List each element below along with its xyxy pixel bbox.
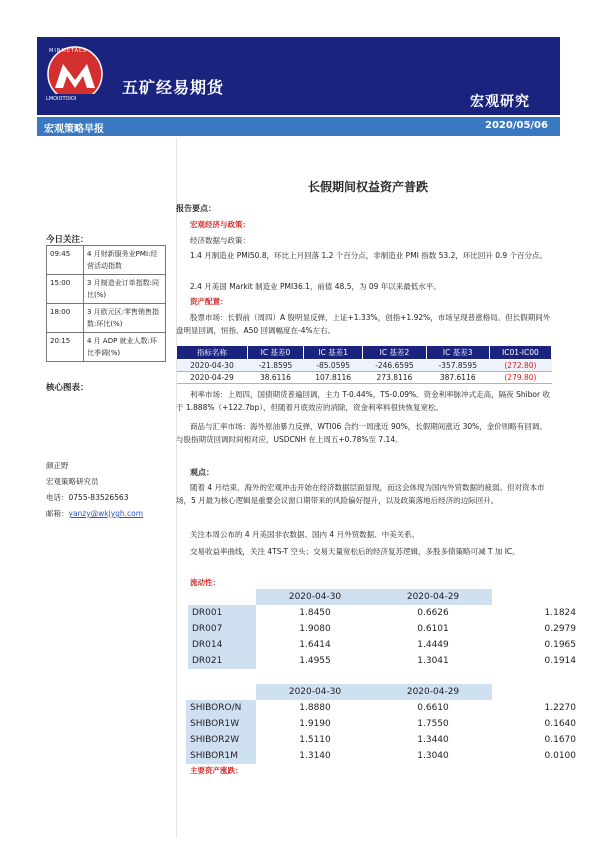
blank-header — [492, 589, 580, 605]
table-cell: 0.2979 — [544, 624, 576, 634]
table-row — [47, 333, 166, 362]
table-cell: 107.8116 — [304, 372, 363, 384]
table-cell: 1.1824 — [544, 608, 576, 618]
rate-paragraph: 利率市场：上周四，国债期货普遍回调，主力 T-0.44%，TS-0.09%。资金利率脉冲式走高，隔夜 Shibor 收于 1.888%（+122.7bp），但随着月底效应的消除，资金利率料很快恢复宽松。 — [176, 390, 550, 412]
events-label: 今日关注： — [46, 235, 89, 245]
table-cell: 0.1914 — [544, 656, 576, 666]
subheader-title: 宏观策略早报 — [44, 124, 104, 135]
column-header: 2020-04-29 — [374, 589, 492, 605]
table-cell: 1.9190 — [299, 719, 331, 729]
row-label: DR007 — [188, 621, 256, 637]
table-row — [186, 748, 580, 764]
table-cell: 2020-04-29 — [177, 372, 248, 384]
analyst-email-row — [46, 508, 143, 519]
table-cell: 1.3440 — [417, 735, 449, 745]
table-row — [177, 372, 552, 384]
liquidity-heading: 流动性： — [190, 578, 220, 587]
table-header-row — [177, 346, 552, 360]
table-header-row — [188, 589, 580, 605]
table-cell: 387.6116 — [426, 372, 489, 384]
column-header: 2020-04-30 — [256, 684, 374, 700]
column-header: IC 基差3 — [426, 346, 489, 360]
event-text: 3 月欧元区:零售销售指数:环比(%) — [84, 304, 166, 333]
table-row — [188, 637, 580, 653]
econ-paragraph-2: 2.4 月美国 Markit 制造业 PMI36.1，前值 48.5，为 09 年以来最低水平。 — [190, 282, 441, 291]
row-label: SHIBOR2W — [186, 732, 256, 748]
row-label: DR014 — [188, 637, 256, 653]
key-points-heading: 报告要点： — [176, 204, 216, 213]
table-row — [186, 700, 580, 716]
event-text: 4 月财新服务业PMI:经营活动指数 — [84, 246, 166, 275]
chart-label: 核心图表： — [46, 383, 89, 393]
table-cell: 0.6101 — [417, 624, 449, 634]
table-row — [186, 716, 580, 732]
dr-rate-table — [188, 589, 580, 669]
analyst-name: 颜正野 — [46, 461, 69, 470]
table-cell: 1.5110 — [299, 735, 331, 745]
analyst-title: 宏观策略研究员 — [46, 477, 99, 486]
blank-header — [186, 684, 256, 700]
table-cell: 1.4449 — [417, 640, 449, 650]
blank-header — [492, 684, 580, 700]
table-row — [186, 732, 580, 748]
table-cell: 2020-04-30 — [177, 360, 248, 372]
column-header: IC 基差2 — [363, 346, 426, 360]
report-date: 2020/05/06 — [485, 120, 548, 131]
table-row — [188, 621, 580, 637]
subheader-bar — [37, 117, 560, 136]
table-cell: 273.8116 — [363, 372, 426, 384]
event-time: 18:00 — [47, 304, 84, 333]
table-row — [47, 304, 166, 333]
column-header: 2020-04-30 — [256, 589, 374, 605]
table-cell: 1.9080 — [299, 624, 331, 634]
table-cell: 1.3040 — [417, 751, 449, 761]
stock-paragraph: 股票市场：长假前（周四）A 股明显反弹，上证+1.33%，创指+1.92%，市场呈现普涨格局。但长假期间外盘明显回调，恒指、A50 回调幅度在-4%左右。 — [176, 313, 551, 335]
table-cell: -246.6595 — [363, 360, 426, 372]
event-time: 20:15 — [47, 333, 84, 362]
table-cell: 1.6414 — [299, 640, 331, 650]
email-link[interactable]: yanzy@wkjygh.com — [68, 509, 144, 518]
table-cell: 38.6116 — [247, 372, 303, 384]
table-row — [188, 653, 580, 669]
view-paragraph-2: 关注本周公布的 4 月美国非农数据、国内 4 月外贸数据、中美关系。 — [190, 530, 420, 539]
table-cell: -357.8595 — [426, 360, 489, 372]
column-header: IC01-IC00 — [489, 346, 551, 360]
table-row — [47, 246, 166, 275]
event-text: 4 月 ADP 就业人数:环比季调(%) — [84, 333, 166, 362]
event-time: 09:45 — [47, 246, 84, 275]
table-cell: 1.8880 — [299, 703, 331, 713]
table-cell: 0.1670 — [544, 735, 576, 745]
analyst-phone: 电话：0755-83526563 — [46, 493, 129, 502]
table-cell: (272.80) — [489, 360, 551, 372]
table-row — [177, 360, 552, 372]
event-text: 3 月制造业订单指数:同比(%) — [84, 275, 166, 304]
column-header: 2020-04-29 — [374, 684, 492, 700]
table-cell: 0.6610 — [417, 703, 449, 713]
view-paragraph-3: 交易收益率曲线，关注 4TS-T 空头；交易天量宽松后的经济复苏逻辑，多股多债策略可减 T 加 IC。 — [190, 547, 520, 556]
table-cell: 1.3041 — [417, 656, 449, 666]
table-header-row — [186, 684, 580, 700]
table-cell: 0.1965 — [544, 640, 576, 650]
column-header: IC 基差1 — [304, 346, 363, 360]
view-heading: 观点： — [190, 468, 214, 477]
table-row — [188, 605, 580, 621]
logo-caption: LMOIOTOIOI — [46, 96, 77, 102]
table-cell: 1.4955 — [299, 656, 331, 666]
table-cell: (279.80) — [489, 372, 551, 384]
commodity-heading: 主要资产涨跌： — [190, 766, 243, 775]
shibor-rate-table — [186, 684, 580, 764]
econ-paragraph-1: 1.4 月制造业 PMI50.8，环比上月回落 1.2 个百分点，非制造业 PMI 指数 53.2，环比回升 0.9 个百分点。 — [190, 251, 548, 260]
view-paragraph-1: 随着 4 月结束，海外的宏观冲击开始在经济数据层面显现，而这会体现为国内外贸数据的疲弱。但对资本市场，5 月最为核心逻辑是重要会议窗口期带来的风险偏好提升，以及政策落地后经济的边际回升。 — [176, 483, 545, 505]
table-cell: 1.3140 — [299, 751, 331, 761]
row-label: SHIBORO/N — [186, 700, 256, 716]
ic-basis-table — [176, 345, 552, 384]
column-header: 指标名称 — [177, 346, 248, 360]
logo-text: MINMETALS — [49, 48, 88, 54]
row-label: DR001 — [188, 605, 256, 621]
column-header: IC 基差0 — [247, 346, 303, 360]
events-table — [46, 245, 166, 362]
email-label: 邮箱： — [46, 509, 69, 518]
macro-heading: 宏观经济与政策： — [190, 220, 250, 229]
report-title: 长假期间权益资产普跌 — [307, 180, 428, 194]
row-label: DR021 — [188, 653, 256, 669]
table-cell: 1.2270 — [544, 703, 576, 713]
table-cell: -85.0595 — [304, 360, 363, 372]
table-cell: 0.0100 — [544, 751, 576, 761]
blank-header — [188, 589, 256, 605]
econ-label: 经济数据与政策： — [190, 236, 250, 245]
row-label: SHIBOR1W — [186, 716, 256, 732]
fx-paragraph: 商品与汇率市场：海外原油暴力反弹，WTI06 合约一周涨近 90%，长假期间涨近 30%，金价则略有回调。与股指期货回调时间相对应，USDCNH 在上周五+0.78%至 7.14。 — [176, 422, 547, 444]
company-name: 五矿经易期货 — [122, 78, 225, 97]
table-cell: 0.6626 — [417, 608, 449, 618]
table-cell: -21.8595 — [247, 360, 303, 372]
asset-heading: 资产配置： — [190, 297, 228, 306]
event-time: 15:00 — [47, 275, 84, 304]
table-row — [47, 275, 166, 304]
table-cell: 1.7550 — [417, 719, 449, 729]
table-cell: 0.1640 — [544, 719, 576, 729]
table-cell: 1.8450 — [299, 608, 331, 618]
row-label: SHIBOR1M — [186, 748, 256, 764]
report-type: 宏观研究 — [470, 94, 530, 110]
